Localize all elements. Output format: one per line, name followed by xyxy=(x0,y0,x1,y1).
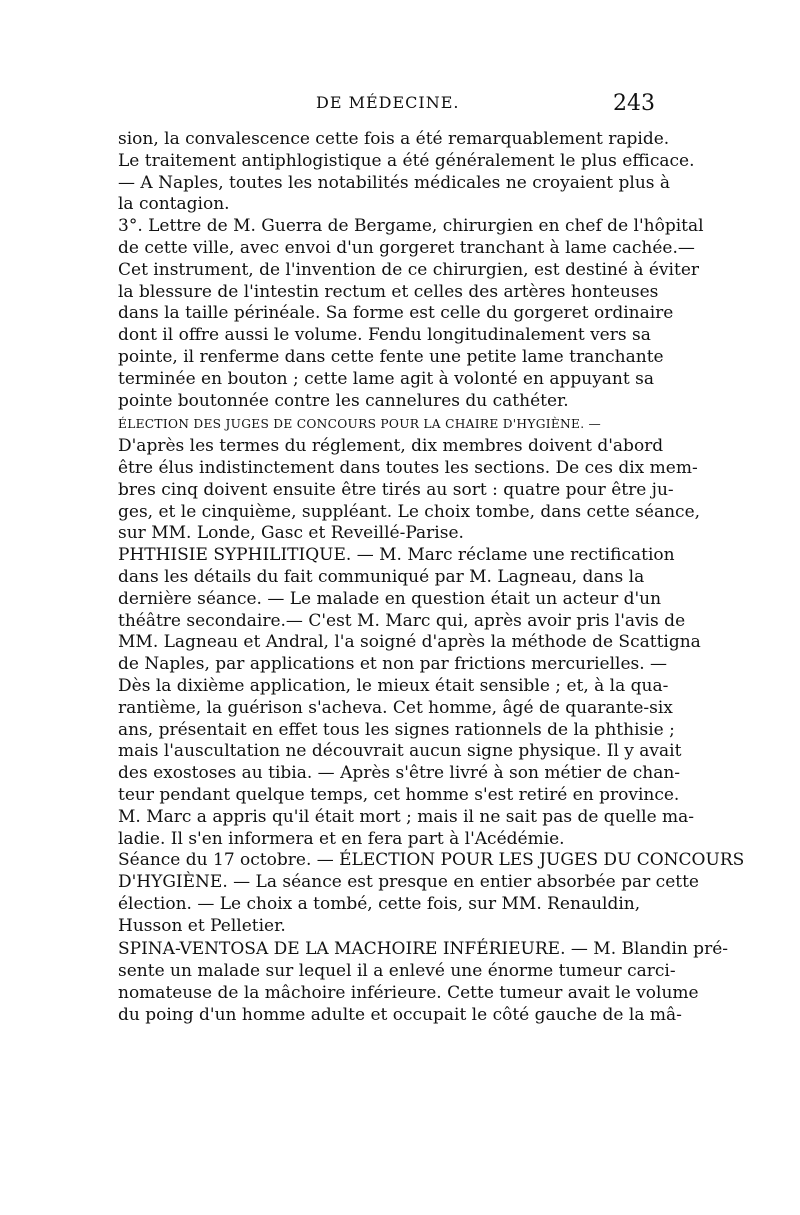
body-text xyxy=(118,129,745,1027)
text-line: dans les détails du fait communiqué par M. Lagneau, dans la xyxy=(118,566,645,587)
text-line: terminée en bouton ; cette lame agit à volonté en appuyant sa xyxy=(118,368,654,389)
text-line: être élus indistinctement dans toutes les sections. De ces dix mem- xyxy=(118,457,698,478)
text-line: élection. — Le choix a tombé, cette fois, sur MM. Renauldin, xyxy=(118,893,641,914)
text-line: la contagion. xyxy=(118,194,230,215)
text-line: de cette ville, avec envoi d'un gorgeret tranchant à lame cachée.— xyxy=(118,237,695,258)
text-line: dont il offre aussi le volume. Fendu longitudinalement vers sa xyxy=(118,325,651,346)
section-heading-line: ÉLECTION DES JUGES DE CONCOURS POUR LA CHAIRE D'HYGIÈNE. — xyxy=(118,417,602,432)
text-line: ladie. Il s'en informera et en fera part à l'Acédémie. xyxy=(118,828,565,849)
text-line: Cet instrument, de l'invention de ce chirurgien, est destiné à éviter xyxy=(118,259,700,280)
text-line: de Naples, par applications et non par frictions mercurielles. — xyxy=(118,654,668,675)
page-number: 243 xyxy=(613,91,655,116)
text-line: D'après les termes du réglement, dix membres doivent d'abord xyxy=(118,436,664,457)
text-line: théâtre secondaire.— C'est M. Marc qui, après avoir pris l'avis de xyxy=(118,610,686,631)
text-line: ans, présentait en effet tous les signes rationnels de la phthisie ; xyxy=(118,719,675,740)
text-line: teur pendant quelque temps, cet homme s'est retiré en province. xyxy=(118,784,680,805)
text-line: Le traitement antiphlogistique a été généralement le plus efficace. xyxy=(118,150,695,171)
text-line: 3°. Lettre de M. Guerra de Bergame, chirurgien en chef de l'hôpital xyxy=(118,216,704,237)
text-line: Husson et Pelletier. xyxy=(118,915,286,936)
running-title: DE MÉDECINE. xyxy=(316,93,460,112)
text-line: bres cinq doivent ensuite être tirés au sort : quatre pour être ju- xyxy=(118,479,674,500)
text-line: D'HYGIÈNE. — La séance est presque en entier absorbée par cette xyxy=(118,872,699,893)
text-line: sur MM. Londe, Gasc et Reveillé-Parise. xyxy=(118,523,464,544)
text-line: — A Naples, toutes les notabilités médicales ne croyaient plus à xyxy=(118,172,671,193)
text-line: mais l'auscultation ne découvrait aucun signe physique. Il y avait xyxy=(118,741,682,762)
text-line: dernière séance. — Le malade en question était un acteur d'un xyxy=(118,588,662,609)
section-heading-line: SPINA-VENTOSA DE LA MACHOIRE INFÉRIEURE. — M. Blandin pré- xyxy=(118,939,728,960)
text-line: pointe boutonnée contre les cannelures du cathéter. xyxy=(118,390,569,411)
text-line: dans la taille périnéale. Sa forme est celle du gorgeret ordinaire xyxy=(118,303,674,324)
text-line: sion, la convalescence cette fois a été remarquablement rapide. xyxy=(118,129,670,149)
text-line: M. Marc a appris qu'il était mort ; mais il ne sait pas de quelle ma- xyxy=(118,806,695,827)
text-line: sente un malade sur lequel il a enlevé une énorme tumeur carci- xyxy=(118,961,676,982)
section-heading-line: PHTHISIE SYPHILITIQUE. — M. Marc réclame une rectification xyxy=(118,545,675,566)
text-line: des exostoses au tibia. — Après s'être livré à son métier de chan- xyxy=(118,763,681,784)
text-line: MM. Lagneau et Andral, l'a soigné d'après la méthode de Scattigna xyxy=(118,632,701,653)
page-header xyxy=(118,93,673,121)
section-heading-line: Séance du 17 octobre. — ÉLECTION POUR LES JUGES DU CONCOURS xyxy=(118,850,745,871)
text-line: nomateuse de la mâchoire inférieure. Cette tumeur avait le volume xyxy=(118,983,699,1004)
text-line: rantième, la guérison s'acheva. Cet homme, âgé de quarante-six xyxy=(118,697,673,718)
text-line: du poing d'un homme adulte et occupait le côté gauche de la mâ- xyxy=(118,1004,682,1025)
text-line: Dès la dixième application, le mieux était sensible ; et, à la qua- xyxy=(118,675,669,696)
text-line: ges, et le cinquième, suppléant. Le choix tombe, dans cette séance, xyxy=(118,501,701,522)
text-line: pointe, il renferme dans cette fente une petite lame tranchante xyxy=(118,346,664,367)
text-line: la blessure de l'intestin rectum et celles des artères honteuses xyxy=(118,281,659,302)
